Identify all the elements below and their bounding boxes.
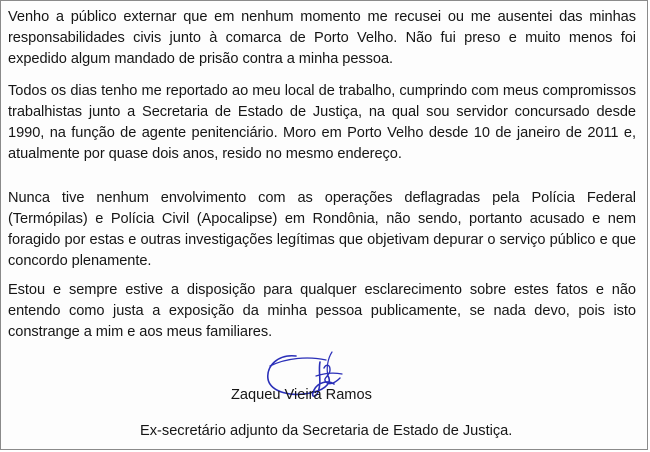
paragraph-2: Todos os dias tenho me reportado ao meu local de trabalho, cumprindo com meus compromissos trabalhistas junto a Secretaria de Estado de Justiça, na qual sou servidor concursado desde 1990, na função de agente penitenciário. Moro em Porto Velho desde 10 de janeiro de 2011 e, atualmente por quase dois anos, resido no mesmo endereço. (8, 83, 636, 162)
paragraph-1: Venho a público externar que em nenhum momento me recusei ou me ausentei das minhas responsabilidades civis junto à comarca de Porto Velho. Não fui preso e muito menos foi expedido algum mandado de prisão contra a minha pessoa. (8, 9, 636, 67)
paragraph-4: Estou e sempre estive a disposição para qualquer esclarecimento sobre estes fatos e não entendo como justa a exposição da minha pessoa publicamente, se nada devo, pois isto constrange a mim e aos meus familiares. (8, 282, 636, 340)
paragraph-3: Nunca tive nenhum envolvimento com as operações deflagradas pela Polícia Federal (Termópilas) e Polícia Civil (Apocalipse) em Rondônia, não sendo, portanto acusado e nem foragido por estas e outras investigações legítimas que objetivam depurar o serviço público e que concordo plenamente. (8, 190, 636, 269)
signer-role: Ex-secretário adjunto da Secretaria de Estado de Justiça. (140, 423, 513, 439)
signer-name: Zaqueu Vieira Ramos (231, 387, 372, 403)
